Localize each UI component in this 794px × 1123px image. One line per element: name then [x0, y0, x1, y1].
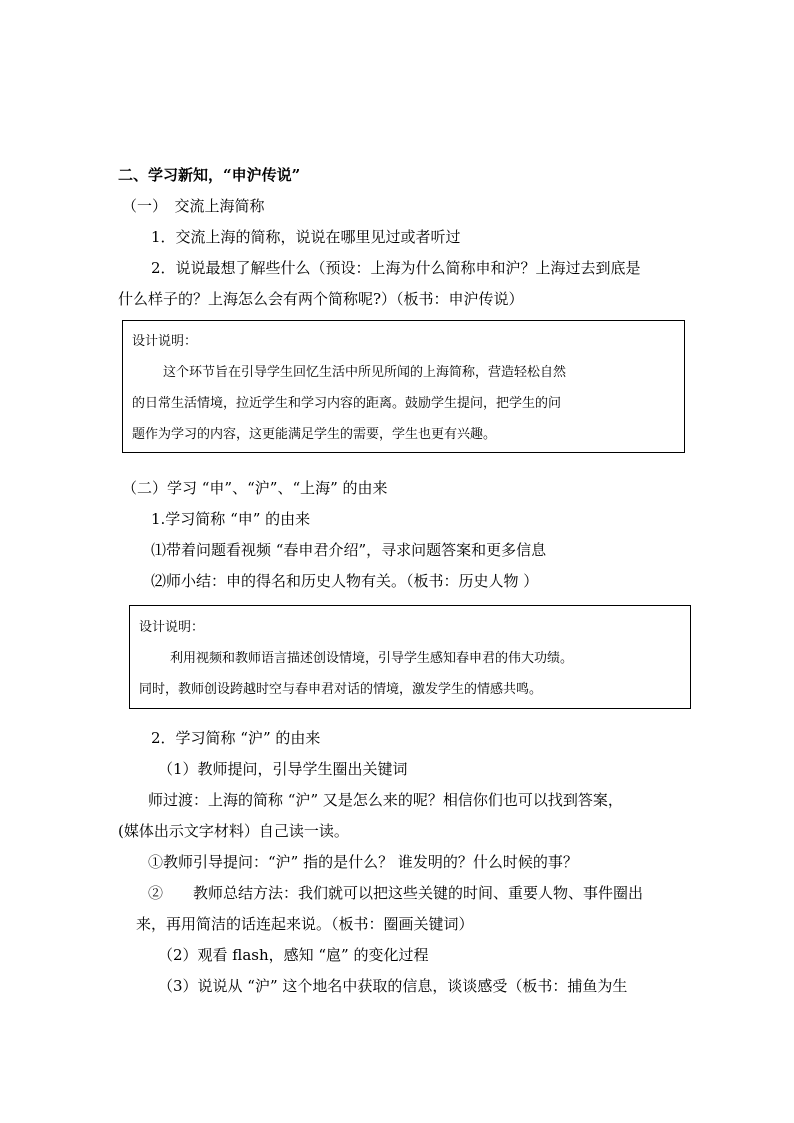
part2-sub2-c: （3）说说从 “沪” 这个地名中获取的信息，谈谈感受（板书：捕鱼为生 — [158, 977, 628, 995]
part2-sub1-a: ⑴带着问题看视频 “春申君介绍”，寻求问题答案和更多信息 — [151, 541, 547, 559]
design-note-2-title: 设计说明： — [139, 620, 205, 635]
design-note-1-title: 设计说明： — [132, 334, 198, 349]
part1-item2-line2: 什么样子的？上海怎么会有两个简称呢?）（板书：申沪传说） — [118, 290, 524, 308]
part1-item1: 1．交流上海的简称，说说在哪里见过或者听过 — [151, 228, 461, 246]
part2-sub2: 2．学习简称 “沪” 的由来 — [151, 729, 321, 747]
part2-sub2-a: （1）教师提问，引导学生圈出关键词 — [158, 760, 408, 778]
part2-sub2-b: （2）观看 flash，感知 “扈” 的变化过程 — [158, 946, 429, 964]
step2-line2: 来，再用简洁的话连起来说。（板书：圈画关键词） — [136, 915, 474, 933]
design-note-1-line2: 的日常生活情境，拉近学生和学习内容的距离。鼓励学生提问，把学生的问 — [132, 396, 562, 411]
design-note-2-line1: 利用视频和教师语言描述创设情境，引导学生感知春申君的伟大功绩。 — [170, 651, 574, 666]
part2-sub1-b: ⑵师小结：申的得名和历史人物有关。（板书：历史人物 ） — [151, 572, 539, 590]
step2-line1: ② 教师总结方法：我们就可以把这些关键的时间、重要人物、事件圈出 — [148, 884, 644, 902]
part2-sub1: 1.学习简称 “申” 的由来 — [151, 510, 311, 528]
design-note-1-line3: 题作为学习的内容，这更能满足学生的需要，学生也更有兴趣。 — [132, 427, 497, 442]
design-note-2-line2: 同时，教师创设跨越时空与春申君对话的情境，激发学生的情感共鸣。 — [139, 682, 543, 697]
step1: ①教师引导提问：“沪” 指的是什么？ 谁发明的？什么时候的事？ — [148, 853, 578, 871]
transition-line2: (媒体出示文字材料）自己读一读。 — [118, 822, 349, 840]
part1-title: （一） 交流上海简称 — [122, 197, 265, 215]
transition-line1: 师过渡：上海的简称 “沪” 又是怎么来的呢？相信你们也可以找到答案， — [148, 791, 623, 809]
part2-title: （二）学习 “申”、“沪”、“上海” 的由来 — [122, 479, 388, 497]
design-note-1-line1: 这个环节旨在引导学生回忆生活中所见所闻的上海简称，营造轻松自然 — [163, 365, 567, 380]
part1-item2-line1: 2．说说最想了解些什么（预设：上海为什么简称申和沪？上海过去到底是 — [151, 259, 641, 277]
section-heading: 二、学习新知，“申沪传说” — [118, 166, 301, 184]
